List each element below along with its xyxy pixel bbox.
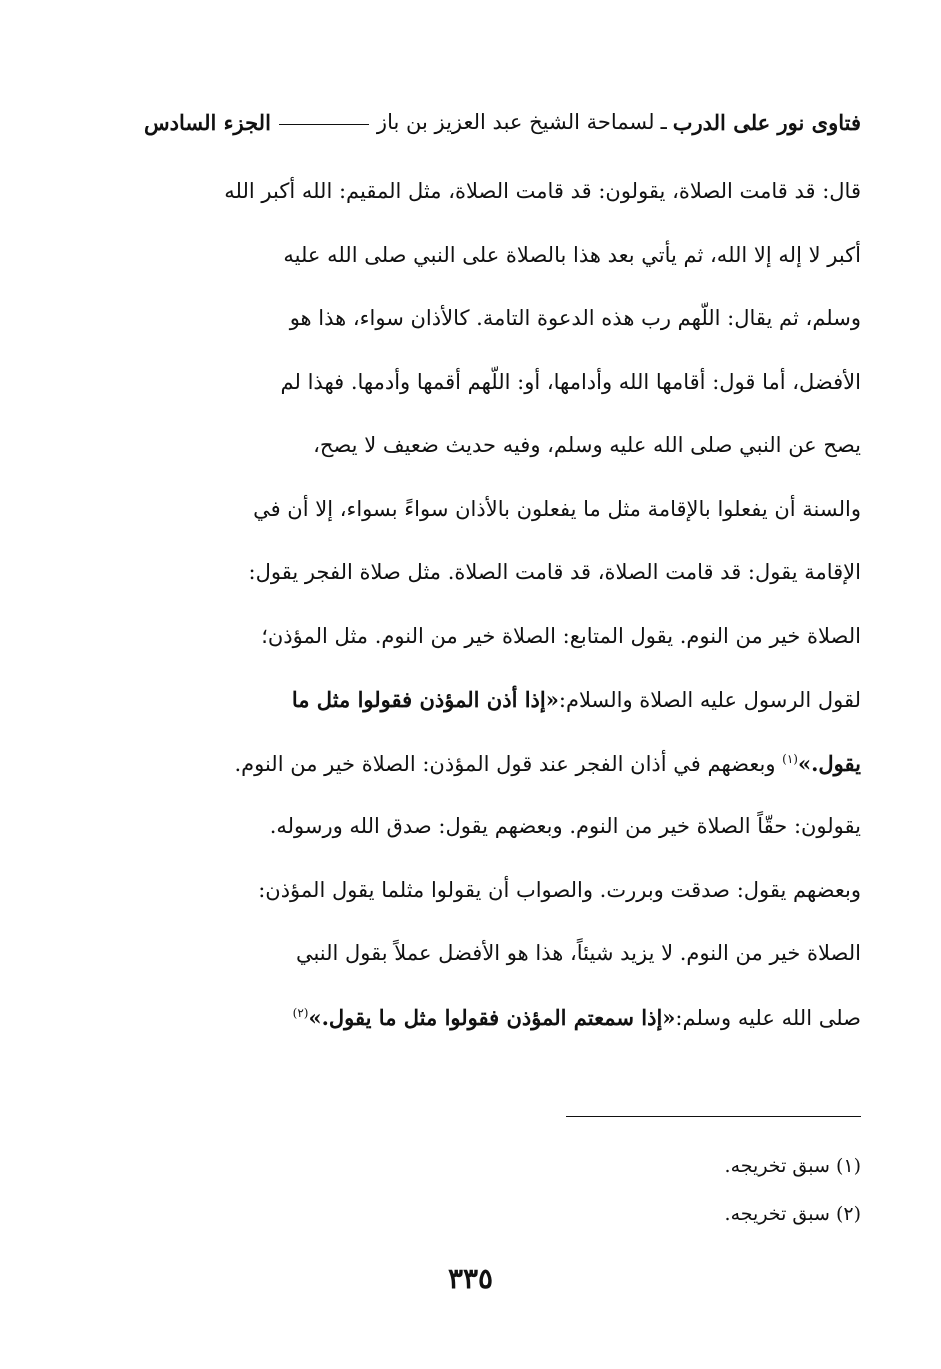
body-line: يصح عن النبي صلى الله عليه وسلم، وفيه حديث ضعيف لا يصح، (313, 433, 861, 457)
hadith-quote: يقول.» (797, 750, 861, 776)
hadith-quote: «إذا سمعتم المؤذن فقولوا مثل ما يقول.» (308, 1004, 676, 1030)
fatwa-body (96, 160, 861, 1049)
body-line: الصلاة خير من النوم. لا يزيد شيئاً، هذا هو الأفضل عملاً بقول النبي (295, 941, 861, 965)
footnotes (725, 1146, 861, 1242)
body-line: والسنة أن يفعلوا بالإقامة مثل ما يفعلون بالأذان سواءً بسواء، إلا أن في (253, 496, 861, 521)
footnote-ref: (١) (782, 751, 798, 766)
body-line: الإقامة يقول: قد قامت الصلاة، قد قامت الصلاة. مثل صلاة الفجر يقول: (248, 560, 861, 584)
body-line: الأفضل، أما قول: أقامها الله وأدامها، أو: اللّهم أقمها وأدمها. فهذا لم (280, 369, 861, 394)
body-text-segment: صلى الله عليه وسلم: (675, 1005, 861, 1030)
body-line (96, 732, 861, 796)
body-line (96, 668, 861, 732)
body-line: يقولون: حقّاً الصلاة خير من النوم. وبعضهم يقول: صدق الله ورسوله. (269, 814, 861, 838)
footnote-ref: (٢) (292, 1005, 309, 1020)
running-header (96, 100, 861, 144)
body-line: أكبر لا إله إلا الله، ثم يأتي بعد هذا بالصلاة على النبي صلى الله عليه (283, 242, 861, 267)
volume-label: الجزء السادس (144, 109, 271, 135)
body-line (96, 986, 861, 1050)
body-line: قال: قد قامت الصلاة، يقولون: قد قامت الصلاة، مثل المقيم: الله أكبر الله (224, 179, 861, 203)
page-number: ٣٣٥ (447, 1262, 494, 1295)
header-rule (279, 124, 369, 125)
footnote: (٢) سبق تخريجه. (724, 1203, 861, 1225)
footnote: (١) سبق تخريجه. (724, 1155, 861, 1177)
header-separator: ـ (660, 110, 667, 134)
body-line: الصلاة خير من النوم. يقول المتابع: الصلاة خير من النوم. مثل المؤذن؛ (261, 623, 861, 648)
body-text-segment: لقول الرسول عليه الصلاة والسلام: (558, 688, 861, 712)
book-title: فتاوى نور على الدرب (672, 109, 861, 135)
footnote-divider (566, 1116, 861, 1117)
body-line: وسلم، ثم يقال: اللّهم رب هذه الدعوة التامة. كالأذان سواء، هذا هو (289, 306, 861, 330)
author-name: لسماحة الشيخ عبد العزيز بن باز (376, 110, 655, 134)
body-line: وبعضهم يقول: صدقت وبررت. والصواب أن يقولوا مثلما يقول المؤذن: (258, 877, 861, 902)
body-text-segment: وبعضهم في أذان الفجر عند قول المؤذن: الصلاة خير من النوم. (234, 751, 783, 776)
hadith-quote: «إذا أذن المؤذن فقولوا مثل ما (291, 687, 559, 712)
